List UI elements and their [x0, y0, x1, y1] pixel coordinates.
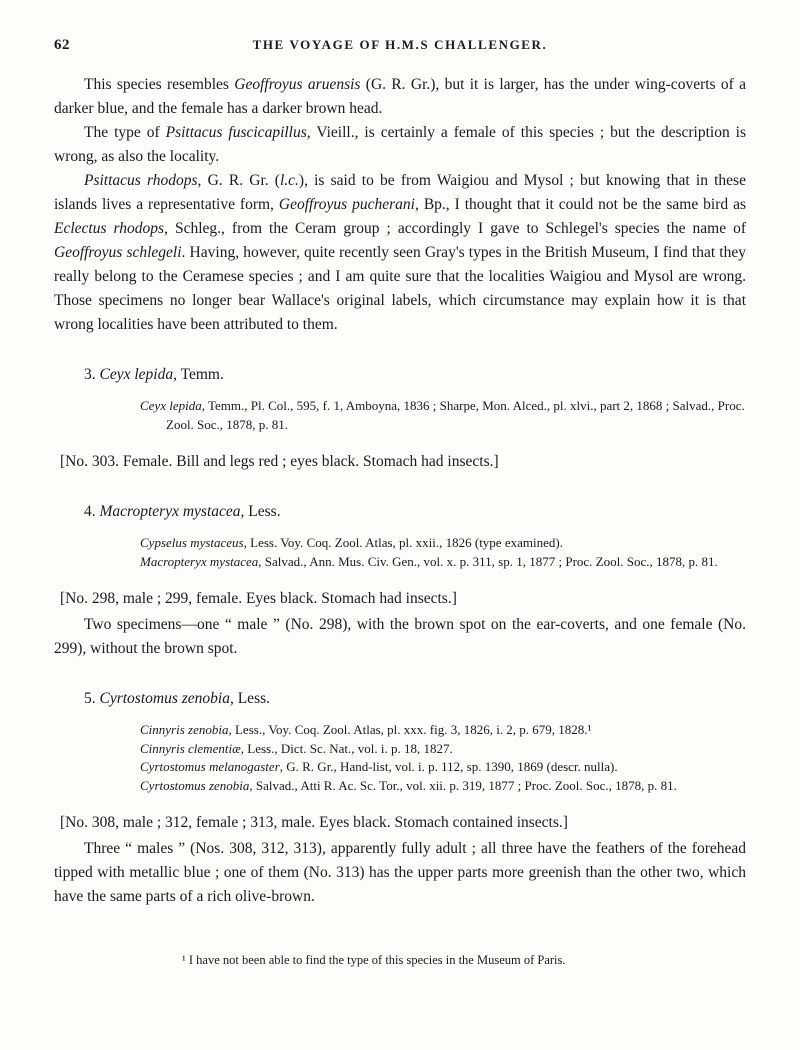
intro-paragraph-2: The type of Psittacus fuscicapillus, Vieill., is certainly a female of this species ; but the description is wrong, as also the locality. — [54, 124, 746, 166]
intro-paragraph-3: Psittacus rhodops, G. R. Gr. (l.c.), is said to be from Waigiou and Mysol ; but knowing that in these islands lives a representative form, Geoffroyus pucherani, Bp., I thought that it could not be the same bird as Eclectus rhodops, Schleg., from the Ceram group ; accordingly I gave to Schlegel's species the name of Geoffroyus schlegeli. Having, however, quite recently seen Gray's types in the British Museum, I find that they really belong to the Ceramese species ; and I am quite sure that the localities Waigiou and Mysol are wrong. Those specimens no longer bear Wallace's original labels, which circumstance may explain how it is that wrong localities have been attributed to them. — [54, 172, 747, 334]
specimen-note: [No. 303. Female. Bill and legs red ; eyes black. Stomach had insects.] — [60, 453, 499, 471]
citation-line: Cinnyris clementiæ, Less., Dict. Sc. Nat., vol. i. p. 18, 1827. — [140, 740, 453, 756]
specimen-note: [No. 308, male ; 312, female ; 313, male. Eyes black. Stomach contained insects.] — [60, 814, 568, 832]
running-title: THE VOYAGE OF H.M.S CHALLENGER. — [252, 37, 548, 52]
section-heading: 4. Macropteryx mystacea, Less. — [84, 503, 281, 521]
citation-line: Cinnyris zenobia, Less., Voy. Coq. Zool. Atlas, pl. xxx. fig. 3, 1826, i. 2, p. 679, 1828.¹ — [140, 722, 592, 738]
species-section-3 — [54, 363, 746, 474]
citation-line: Macropteryx mystacea, Salvad., Ann. Mus. Civ. Gen., vol. x. p. 311, sp. 1, 1877 ; Proc. Zool. Soc., 1878, p. 81. — [140, 553, 718, 569]
species-section-5 — [54, 687, 746, 909]
intro-paragraph-1: This species resembles Geoffroyus aruensis (G. R. Gr.), but it is larger, has the under wing-coverts of a darker blue, and the female has a darker brown head. — [54, 76, 747, 118]
page-header — [54, 34, 746, 57]
section-heading: 5. Cyrtostomus zenobia, Less. — [84, 690, 271, 708]
citation-block — [140, 721, 746, 795]
citation-line: Cyrtostomus melanogaster, G. R. Gr., Hand-list, vol. i. p. 112, sp. 1390, 1869 (descr. nulla). — [140, 759, 618, 775]
citation-block — [140, 397, 746, 434]
section-paragraph: Three “ males ” (Nos. 308, 312, 313), apparently fully adult ; all three have the feathers of the forehead tipped with metallic blue ; one of them (No. 313) has the upper parts more greenish than the other two, which have the same parts of a rich olive-brown. — [54, 840, 746, 906]
citation-line: Ceyx lepida, Temm., Pl. Col., 595, f. 1, Amboyna, 1836 ; Sharpe, Mon. Alced., pl. xlvi., part 2, 1868 ; Salvad., Proc. Zool. Soc., 1878, p. 81. — [140, 398, 745, 432]
citation-line: Cyrtostomus zenobia, Salvad., Atti R. Ac. Sc. Tor., vol. xii. p. 319, 1877 ; Proc. Zool. Soc., 1878, p. 81. — [140, 777, 677, 793]
species-section-4 — [54, 500, 746, 661]
section-paragraph: Two specimens—one “ male ” (No. 298), with the brown spot on the ear-coverts, and one female (No. 299), without the brown spot. — [54, 616, 746, 658]
citation-block — [140, 534, 746, 571]
specimen-note: [No. 298, male ; 299, female. Eyes black. Stomach had insects.] — [60, 590, 457, 608]
footnote: ¹ I have not been able to find the type of this species in the Museum of Paris. — [182, 953, 566, 968]
section-heading: 3. Ceyx lepida, Temm. — [84, 366, 224, 384]
citation-line: Cypselus mystaceus, Less. Voy. Coq. Zool. Atlas, pl. xxii., 1826 (type examined). — [140, 535, 563, 551]
page-number: 62 — [54, 37, 70, 53]
